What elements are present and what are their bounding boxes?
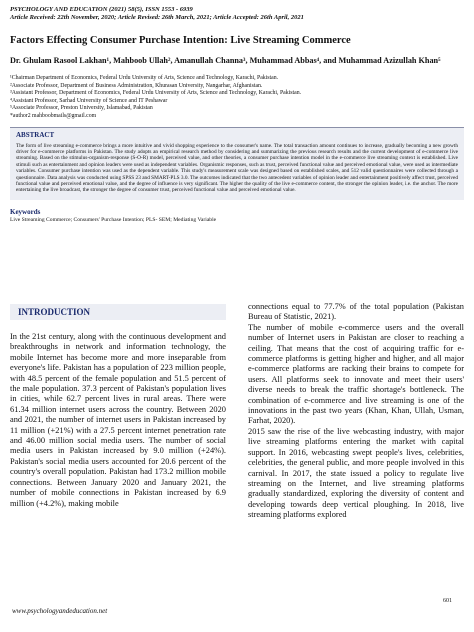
introduction-heading: INTRODUCTION xyxy=(18,307,91,317)
article-dates: Article Received: 22th November, 2020; Article Revised: 26th March, 2021; Article Accepted: 26th April, 2021 xyxy=(10,14,304,21)
paper-title: Factors Effecting Consumer Purchase Intention: Live Streaming Commerce xyxy=(10,35,351,46)
keywords-text: Live Streaming Commerce; Consumers' Purchase Intention; PLS- SEM; Mediating Variable xyxy=(10,216,217,223)
affiliation-list xyxy=(10,75,464,121)
affiliation-item: ⁴Assistant Professor, Sarhad University of Science and IT Peshawar xyxy=(10,97,168,104)
abstract-text: The form of live streaming e-commerce brings a more intuitive and vivid shopping experience to the consumer's name. The total transaction amount continues to increase, gradually becoming a new growth driver for e-commerce platforms in Pakistan. The study adopts an empirical research method by considering and summarizing the previous research results and the current development of e-commerce live streaming. Based on the stimulus-organism-response (S-O-R) model, perceived value, and other theories, a consumer purchase intention model in the e-commerce live streaming context is established. Live stimuli such as entertainment and opinion leaders were used as independent variables. Organismic responses, such as trust, perceived functional value and perceived emotional value, were used as intermediate variables. Consumer purchase intention was used as the dependent variable. This study's measurement scale was designed based on established scales, and 512 valid questionnaires were collected through a questionnaire. Data analysis was conducted using SPSS 23 and SMART-PLS 3.0. The outcomes indicated that the two antecedent variables of opinion leader and entertainment positively affect trust, perceived functional value and perceived emotional value, and the degree of influence is very significant. The higher the quality of the live e-commerce content, the stronger the opinion leader, i.e. the anchor. The more entertaining the live broadcast, the stronger the degree of consumer trust, perceived functional value and perceived emotional value. xyxy=(16,142,458,194)
introduction-paragraph-4: 2015 saw the rise of the live webcasting industry, with major live streaming platforms entering the market with capital support. In 2016, webcasting swept people's lives, celebrities, celebrities, the general public, and more people involved in this carnival. In 2017, the state issued a policy to regulate live streaming on the Internet, and live streaming platforms gradually standardized, exploring the diversity of content and developing towards deep vertical ploughing. In 2018, live streaming platforms explored xyxy=(248,426,464,520)
abstract-heading: ABSTRACT xyxy=(16,130,55,139)
affiliation-item: ⁵Associate Professor, Preston University, Islamabad, Pakistan xyxy=(10,105,153,112)
affiliation-item: ³Assistant Professor, Department of Economics, Federal Urdu University of Arts, Science and Technology, Karachi, Pakistan. xyxy=(10,90,302,97)
keywords-heading: Keywords xyxy=(10,207,41,216)
corresponding-email: *author2 mahboobmails@gmail.com xyxy=(10,112,97,119)
body-columns xyxy=(10,302,464,521)
introduction-paragraph-2: connections equal to 77.7% of the total population (Pakistan Bureau of Statistic, 2021). xyxy=(248,302,464,322)
introduction-heading-bar xyxy=(10,304,226,320)
paper-page xyxy=(10,6,464,626)
abstract-box xyxy=(10,128,464,200)
journal-header: PSYCHOLOGY AND EDUCATION (2021) 58(5), ISSN 1553 - 6939 xyxy=(10,6,193,13)
introduction-paragraph-3: The number of mobile e-commerce users and the overall number of Internet users in Pakistan are closer to reaching a ceiling. That means that the cost of acquiring traffic for e-commerce platforms is getting higher and higher, and all major e-commerce platforms are racking their brains to compete for users. All platforms seek to innovate and meet their users' diverse needs to break the traffic shortage's bottleneck. The combination of e-commerce and live streaming is one of the innovations in the past two years (Khan, Khan, Ullah, Usman, Farhat, 2020). xyxy=(248,322,464,426)
right-column xyxy=(248,302,464,521)
introduction-paragraph-1: In the 21st century, along with the continuous development and breakthroughs in network and information technology, the mobile Internet has become more and more inseparable from everyone's life. Pakistan has a population of 223 million people, with 48.5 percent of the female population and 51.5 percent of the male population. 37.3 percent of Pakistan's population lives in cities, while 62.7 percent lives in rural areas. There were 61.34 million internet users across the country. Between 2020 and 2021, the number of internet users in Pakistan increased by 11 million (+21%) with a 27.5 percent internet penetration rate and 46.00 million social media users. The number of social media users in Pakistan increased by 9.0 million (+24%). Pakistan's social media users accounted for 20.6 percent of the country's overall population. Pakistan had 173.2 million mobile connections. Between January 2020 and January 2021, the number of mobile connections in Pakistan increased by 6.9 million (+4.2%), making mobile xyxy=(10,332,226,508)
page-number: 601 xyxy=(443,598,452,604)
left-column xyxy=(10,302,226,521)
affiliation-item: ¹Chairman Department of Economics, Federal Urdu University of Arts, Science and Technology, Karachi, Pakistan. xyxy=(10,75,279,81)
affiliation-item: ²Associate Professor, Department of Business Administration, Khurasan University, Nangarhar, Afghanistan. xyxy=(10,82,263,89)
journal-url[interactable]: www.psychologyandeducation.net xyxy=(12,607,108,615)
author-list: Dr. Ghulam Rasool Lakhan¹, Mahboob Ullah², Amanullah Channa³, Muhammad Abbas⁴, and Muhammad Azizullah Khan⁵ xyxy=(10,56,441,65)
